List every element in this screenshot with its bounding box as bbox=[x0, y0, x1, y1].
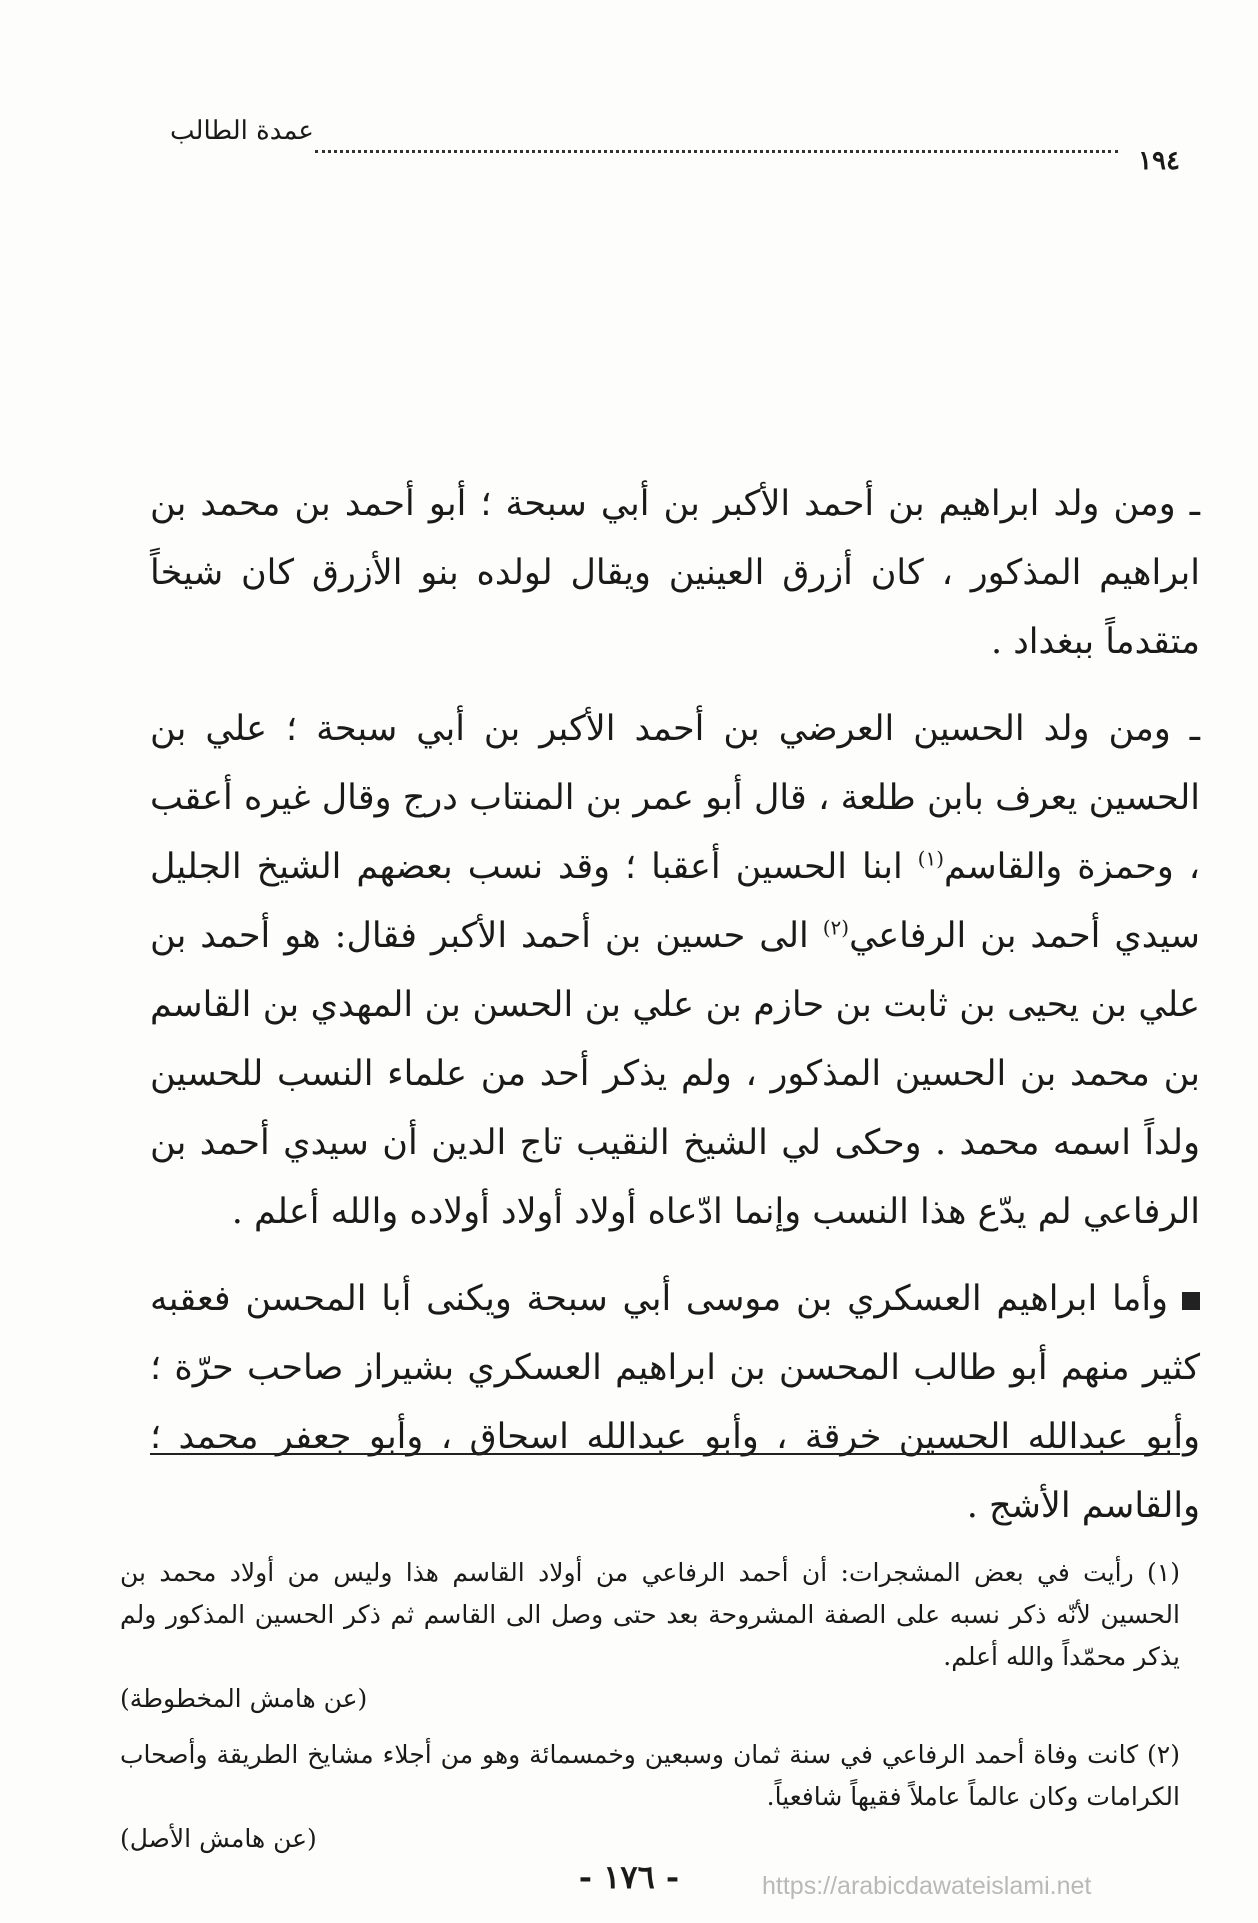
header-leader-dots bbox=[315, 140, 1118, 153]
footnote-2-text: (٢) كانت وفاة أحمد الرفاعي في سنة ثمان وسبعين وخمسمائة وهو من أجلاء مشايخ الطريقة وأصحاب الكرامات وكان عالماً عاملاً فقيهاً شافعياً. bbox=[120, 1740, 1180, 1811]
footnote-ref-2: (٢) bbox=[822, 915, 850, 940]
footnote-divider bbox=[150, 1453, 1180, 1455]
footnote-1 bbox=[120, 1552, 1180, 1720]
header-book-title: عمدة الطالب bbox=[170, 116, 314, 146]
main-text bbox=[150, 470, 1200, 1559]
paragraph-1: ـ ومن ولد ابراهيم بن أحمد الأكبر بن أبي سبحة ؛ أبو أحمد بن محمد بن ابراهيم المذكور ، كان أزرق العينين ويقال لولده بنو الأزرق كان شيخاً متقدماً ببغداد . bbox=[150, 484, 1200, 662]
watermark-url: https://arabicdawateislami.net bbox=[762, 1872, 1092, 1900]
footnote-ref-1: (١) bbox=[917, 846, 945, 871]
paragraph-2-part-b: ابنا الحسين أعقبا ؛ وقد نسب بعضهم الشيخ الجليل سيدي أحمد بن الرفاعي bbox=[150, 847, 1200, 956]
folio-page-number: - ١٧٦ - bbox=[578, 1858, 680, 1896]
footnote-2 bbox=[120, 1734, 1180, 1860]
header-page-number: ١٩٤ bbox=[1138, 146, 1180, 176]
footnote-2-source: (عن هامش الأصل) bbox=[120, 1824, 317, 1853]
square-bullet-icon bbox=[1182, 1292, 1200, 1310]
paragraph-3 bbox=[150, 1265, 1200, 1541]
paragraph-3-text: وأما ابراهيم العسكري بن موسى أبي سبحة ويكنى أبا المحسن فعقبه كثير منهم أبو طالب المحسن بن ابراهيم العسكري بشيراز صاحب حرّة ؛ وأبو عبدالله الحسين خرقة ، وأبو عبدالله اسحاق ، وأبو جعفر محمد ؛ والقاسم الأشج . bbox=[150, 1279, 1200, 1526]
running-head bbox=[150, 116, 1180, 186]
footnote-1-source: (عن هامش المخطوطة) bbox=[120, 1684, 368, 1713]
paragraph-2 bbox=[150, 695, 1200, 1247]
footnotes bbox=[120, 1552, 1180, 1874]
footnote-1-text: (١) رأيت في بعض المشجرات: أن أحمد الرفاعي من أولاد القاسم هذا وليس من أولاد محمد بن الحسين لأنّه ذكر نسبه على الصفة المشروحة بعد حتى وصل الى القاسم ثم ذكر الحسين المذكور ولم يذكر محمّداً والله أعلم. bbox=[120, 1558, 1180, 1671]
paragraph-2-part-c: الى حسين بن أحمد الأكبر فقال: هو أحمد بن علي بن يحيى بن ثابت بن حازم بن علي بن الحسن بن المهدي بن القاسم بن محمد بن الحسين المذكور ، ولم يذكر أحد من علماء النسب للحسين ولداً اسمه محمد . وحكى لي الشيخ النقيب تاج الدين أن سيدي أحمد بن الرفاعي لم يدّع هذا النسب وإنما ادّعاه أولاد أولاد أولاده والله أعلم . bbox=[150, 916, 1200, 1232]
paragraph-2-part-a: ـ ومن ولد الحسين العرضي بن أحمد الأكبر بن أبي سبحة ؛ علي بن الحسين يعرف بابن طلعة ، قال أبو عمر بن المنتاب درج وقال غيره أعقب ، وحمزة والقاسم bbox=[150, 709, 1200, 887]
